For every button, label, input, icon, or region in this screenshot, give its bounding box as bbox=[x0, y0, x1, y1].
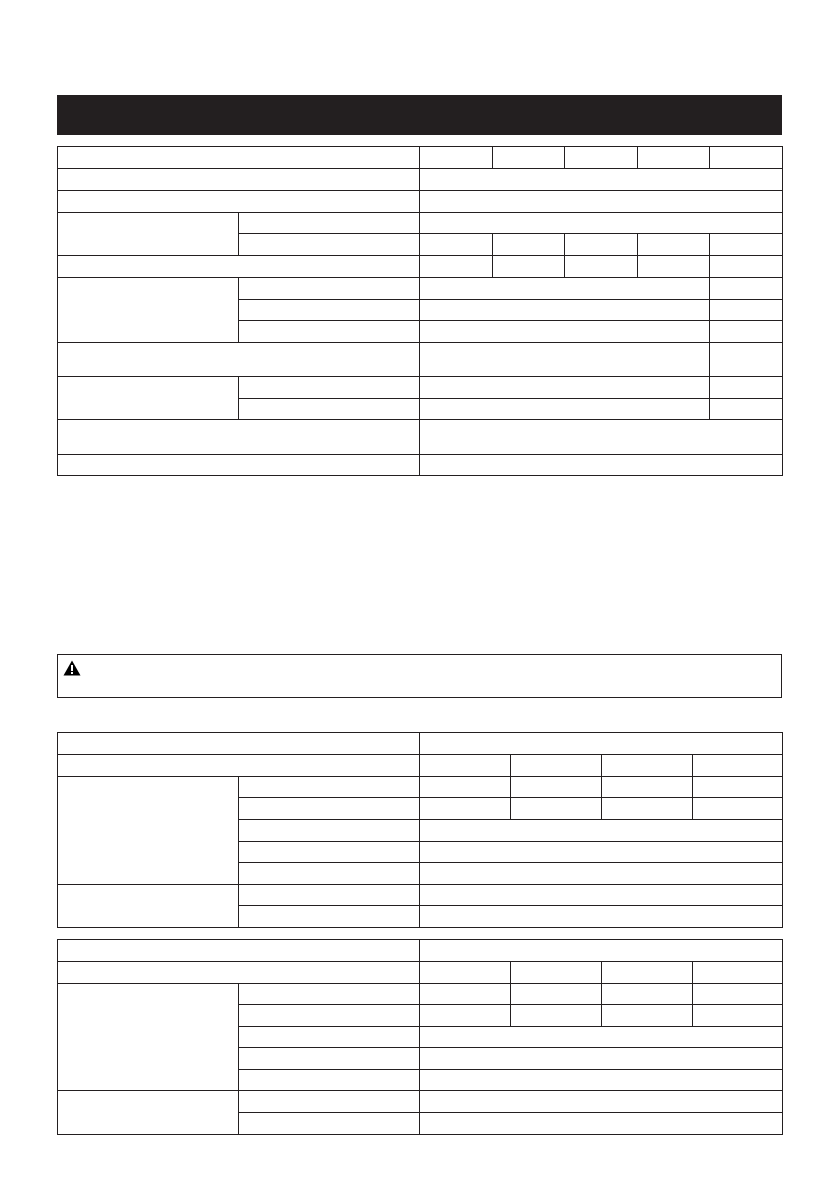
table-cell bbox=[638, 256, 710, 278]
table-cell bbox=[602, 755, 693, 777]
table-cell bbox=[420, 213, 783, 234]
table-cell bbox=[420, 399, 710, 420]
table-row bbox=[58, 256, 783, 278]
table-cell bbox=[420, 798, 511, 820]
table-cell bbox=[565, 256, 638, 278]
table-cell bbox=[693, 777, 783, 798]
table-cell bbox=[710, 343, 783, 377]
table-row bbox=[58, 962, 783, 984]
table-cell bbox=[420, 962, 511, 984]
table-cell bbox=[239, 377, 420, 399]
table-row bbox=[58, 191, 783, 213]
table-cell bbox=[239, 885, 420, 906]
table-cell bbox=[239, 300, 420, 321]
table-row bbox=[58, 940, 783, 962]
table-cell bbox=[420, 1005, 511, 1027]
table-cell bbox=[420, 984, 511, 1005]
table-cell bbox=[420, 1027, 783, 1048]
table-cell bbox=[58, 733, 420, 755]
table-cell bbox=[710, 234, 783, 256]
table-cell bbox=[58, 962, 420, 984]
table-cell bbox=[239, 321, 420, 343]
table-cell bbox=[565, 147, 638, 169]
table-row bbox=[58, 147, 783, 169]
table-cell bbox=[420, 191, 783, 213]
table-row bbox=[58, 213, 783, 234]
battery-table-2 bbox=[57, 939, 783, 1135]
table-cell bbox=[239, 399, 420, 420]
table-cell bbox=[239, 1048, 420, 1070]
table-cell bbox=[710, 399, 783, 420]
table-cell bbox=[58, 169, 420, 191]
table-cell bbox=[58, 755, 420, 777]
table-cell bbox=[420, 278, 710, 300]
table-cell bbox=[58, 885, 239, 928]
table-cell bbox=[710, 321, 783, 343]
table-cell bbox=[239, 863, 420, 885]
table-cell bbox=[638, 147, 710, 169]
table-cell bbox=[710, 377, 783, 399]
table-cell bbox=[239, 842, 420, 863]
section-title-bar bbox=[57, 95, 782, 135]
table-cell bbox=[420, 1113, 783, 1135]
table-cell bbox=[58, 213, 239, 256]
table-cell bbox=[420, 377, 710, 399]
table-cell bbox=[239, 1027, 420, 1048]
table-cell bbox=[420, 733, 783, 755]
table-cell bbox=[239, 278, 420, 300]
table-cell bbox=[420, 321, 710, 343]
table-cell bbox=[710, 256, 783, 278]
battery-table-1 bbox=[57, 732, 783, 928]
table-row bbox=[58, 420, 783, 455]
table-cell bbox=[239, 1113, 420, 1135]
table-cell bbox=[693, 755, 783, 777]
table-row bbox=[58, 1091, 783, 1113]
table-row bbox=[58, 984, 783, 1005]
table-cell bbox=[420, 820, 783, 842]
table-cell bbox=[710, 278, 783, 300]
table-row bbox=[58, 733, 783, 755]
table-cell bbox=[58, 777, 239, 885]
table-cell bbox=[493, 234, 565, 256]
table-cell bbox=[420, 420, 783, 455]
table-cell bbox=[602, 1005, 693, 1027]
table-cell bbox=[239, 798, 420, 820]
table-cell bbox=[58, 984, 239, 1091]
table-cell bbox=[420, 169, 783, 191]
table-cell bbox=[511, 777, 602, 798]
table-cell bbox=[58, 256, 420, 278]
table-row bbox=[58, 278, 783, 300]
table-cell bbox=[693, 1005, 783, 1027]
table-row bbox=[58, 777, 783, 798]
table-row bbox=[58, 343, 783, 377]
table-cell bbox=[602, 777, 693, 798]
table-cell bbox=[58, 147, 420, 169]
table-cell bbox=[602, 984, 693, 1005]
table-cell bbox=[420, 256, 493, 278]
table-cell bbox=[420, 300, 710, 321]
table-row bbox=[58, 885, 783, 906]
table-cell bbox=[511, 798, 602, 820]
table-cell bbox=[239, 1070, 420, 1091]
table-cell bbox=[58, 455, 420, 476]
table-cell bbox=[638, 234, 710, 256]
table-cell bbox=[493, 256, 565, 278]
table-cell bbox=[420, 343, 710, 377]
table-cell bbox=[565, 234, 638, 256]
table-cell bbox=[420, 1091, 783, 1113]
table-row bbox=[58, 377, 783, 399]
table-cell bbox=[420, 842, 783, 863]
table-cell bbox=[239, 1005, 420, 1027]
table-cell bbox=[420, 455, 783, 476]
table-cell bbox=[420, 755, 511, 777]
table-cell bbox=[58, 278, 239, 343]
table-cell bbox=[420, 234, 493, 256]
table-cell bbox=[420, 1048, 783, 1070]
table-cell bbox=[602, 962, 693, 984]
table-row bbox=[58, 455, 783, 476]
table-cell bbox=[239, 213, 420, 234]
table-cell bbox=[239, 906, 420, 928]
table-cell bbox=[420, 885, 783, 906]
table-cell bbox=[239, 1091, 420, 1113]
table-cell bbox=[693, 798, 783, 820]
table-cell bbox=[239, 234, 420, 256]
warning-box bbox=[57, 654, 782, 698]
table-cell bbox=[58, 191, 420, 213]
table-cell bbox=[58, 377, 239, 420]
table-row bbox=[58, 169, 783, 191]
table-cell bbox=[239, 777, 420, 798]
table-cell bbox=[420, 906, 783, 928]
specifications-table bbox=[57, 146, 783, 476]
table-cell bbox=[420, 1070, 783, 1091]
table-cell bbox=[602, 798, 693, 820]
table-cell bbox=[239, 984, 420, 1005]
table-cell bbox=[693, 962, 783, 984]
table-cell bbox=[511, 755, 602, 777]
table-cell bbox=[420, 777, 511, 798]
table-cell bbox=[493, 147, 565, 169]
table-cell bbox=[58, 1091, 239, 1135]
table-cell bbox=[420, 147, 493, 169]
table-cell bbox=[58, 343, 420, 377]
table-cell bbox=[710, 147, 783, 169]
table-cell bbox=[58, 940, 420, 962]
table-cell bbox=[710, 300, 783, 321]
warning-triangle-icon bbox=[63, 660, 81, 676]
table-cell bbox=[511, 984, 602, 1005]
table-cell bbox=[511, 1005, 602, 1027]
table-cell bbox=[239, 820, 420, 842]
table-row bbox=[58, 755, 783, 777]
table-cell bbox=[420, 863, 783, 885]
table-cell bbox=[511, 962, 602, 984]
table-cell bbox=[693, 984, 783, 1005]
table-cell bbox=[58, 420, 420, 455]
table-cell bbox=[420, 940, 783, 962]
